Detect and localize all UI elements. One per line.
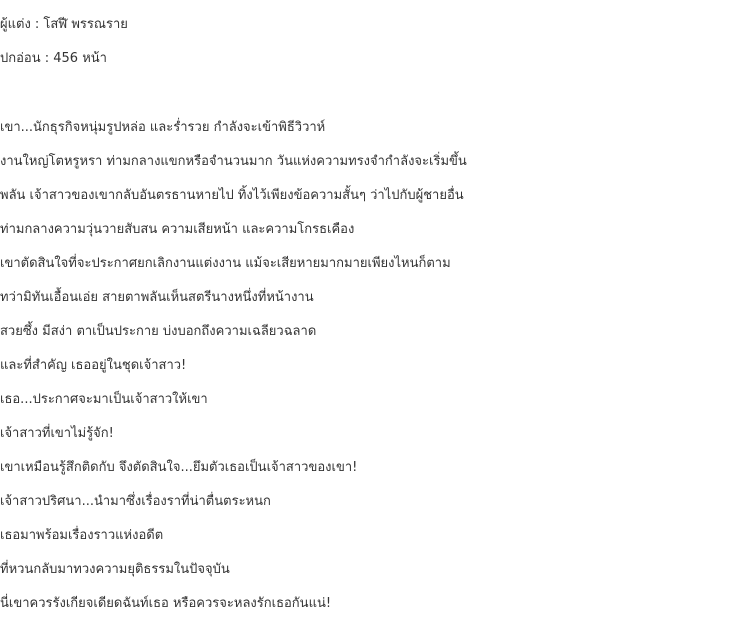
page-count-line: ปกอ่อน : 456 หน้า — [0, 51, 107, 66]
synopsis-line: เขาเหมือนรู้สึกติดกับ จึงตัดสินใจ...ยึมตัวเธอเป็นเจ้าสาวของเขา! — [0, 460, 358, 475]
author-line: ผู้แต่ง : โสฬี พรรณราย — [0, 17, 128, 32]
synopsis-line: สวยซึ้ง มีสง่า ตาเป็นประกาย บ่งบอกถึงความเฉลียวฉลาด — [0, 324, 317, 339]
synopsis-line: ท่ามกลางความวุ่นวายสับสน ความเสียหน้า และความโกรธเคือง — [0, 222, 355, 237]
synopsis-line: เธอ...ประกาศจะมาเป็นเจ้าสาวให้เขา — [0, 392, 208, 407]
synopsis-line: นี่เขาควรรังเกียจเดียดฉันท์เธอ หรือควรจะหลงรักเธอกันแน่! — [0, 596, 332, 611]
synopsis-line: เขา...นักธุรกิจหนุ่มรูปหล่อ และร่ำรวย กำลังจะเข้าพิธีวิวาห์ — [0, 120, 326, 135]
synopsis-line: เขาตัดสินใจที่จะประกาศยกเลิกงานแต่งงาน แม้จะเสียหายมากมายเพียงไหนก็ตาม — [0, 256, 451, 271]
synopsis-line: เจ้าสาวที่เขาไม่รู้จัก! — [0, 426, 114, 441]
synopsis-line: ที่หวนกลับมาทวงความยุติธรรมในปัจจุบัน — [0, 562, 230, 577]
synopsis — [0, 118, 467, 628]
synopsis-line: พลัน เจ้าสาวของเขากลับอันตรธานหายไป ทิ้งไว้เพียงข้อความสั้นๆ ว่าไปกับผู้ชายอื่น — [0, 188, 464, 203]
synopsis-line: เธอมาพร้อมเรื่องราวแห่งอดีต — [0, 528, 164, 543]
synopsis-line: และที่สำคัญ เธออยู่ในชุดเจ้าสาว! — [0, 358, 187, 373]
synopsis-line: เจ้าสาวปริศนา...นำมาซึ่งเรื่องราที่น่าตื่นตระหนก — [0, 494, 271, 509]
synopsis-line: ทว่ามิทันเอื้อนเอ่ย สายตาพลันเห็นสตรีนางหนึ่งที่หน้างาน — [0, 290, 314, 305]
synopsis-line: งานใหญ่โตหรูหรา ท่ามกลางแขกหรือจำนวนมาก วันแห่งความทรงจำกำลังจะเริ่มขึ้น — [0, 154, 467, 169]
